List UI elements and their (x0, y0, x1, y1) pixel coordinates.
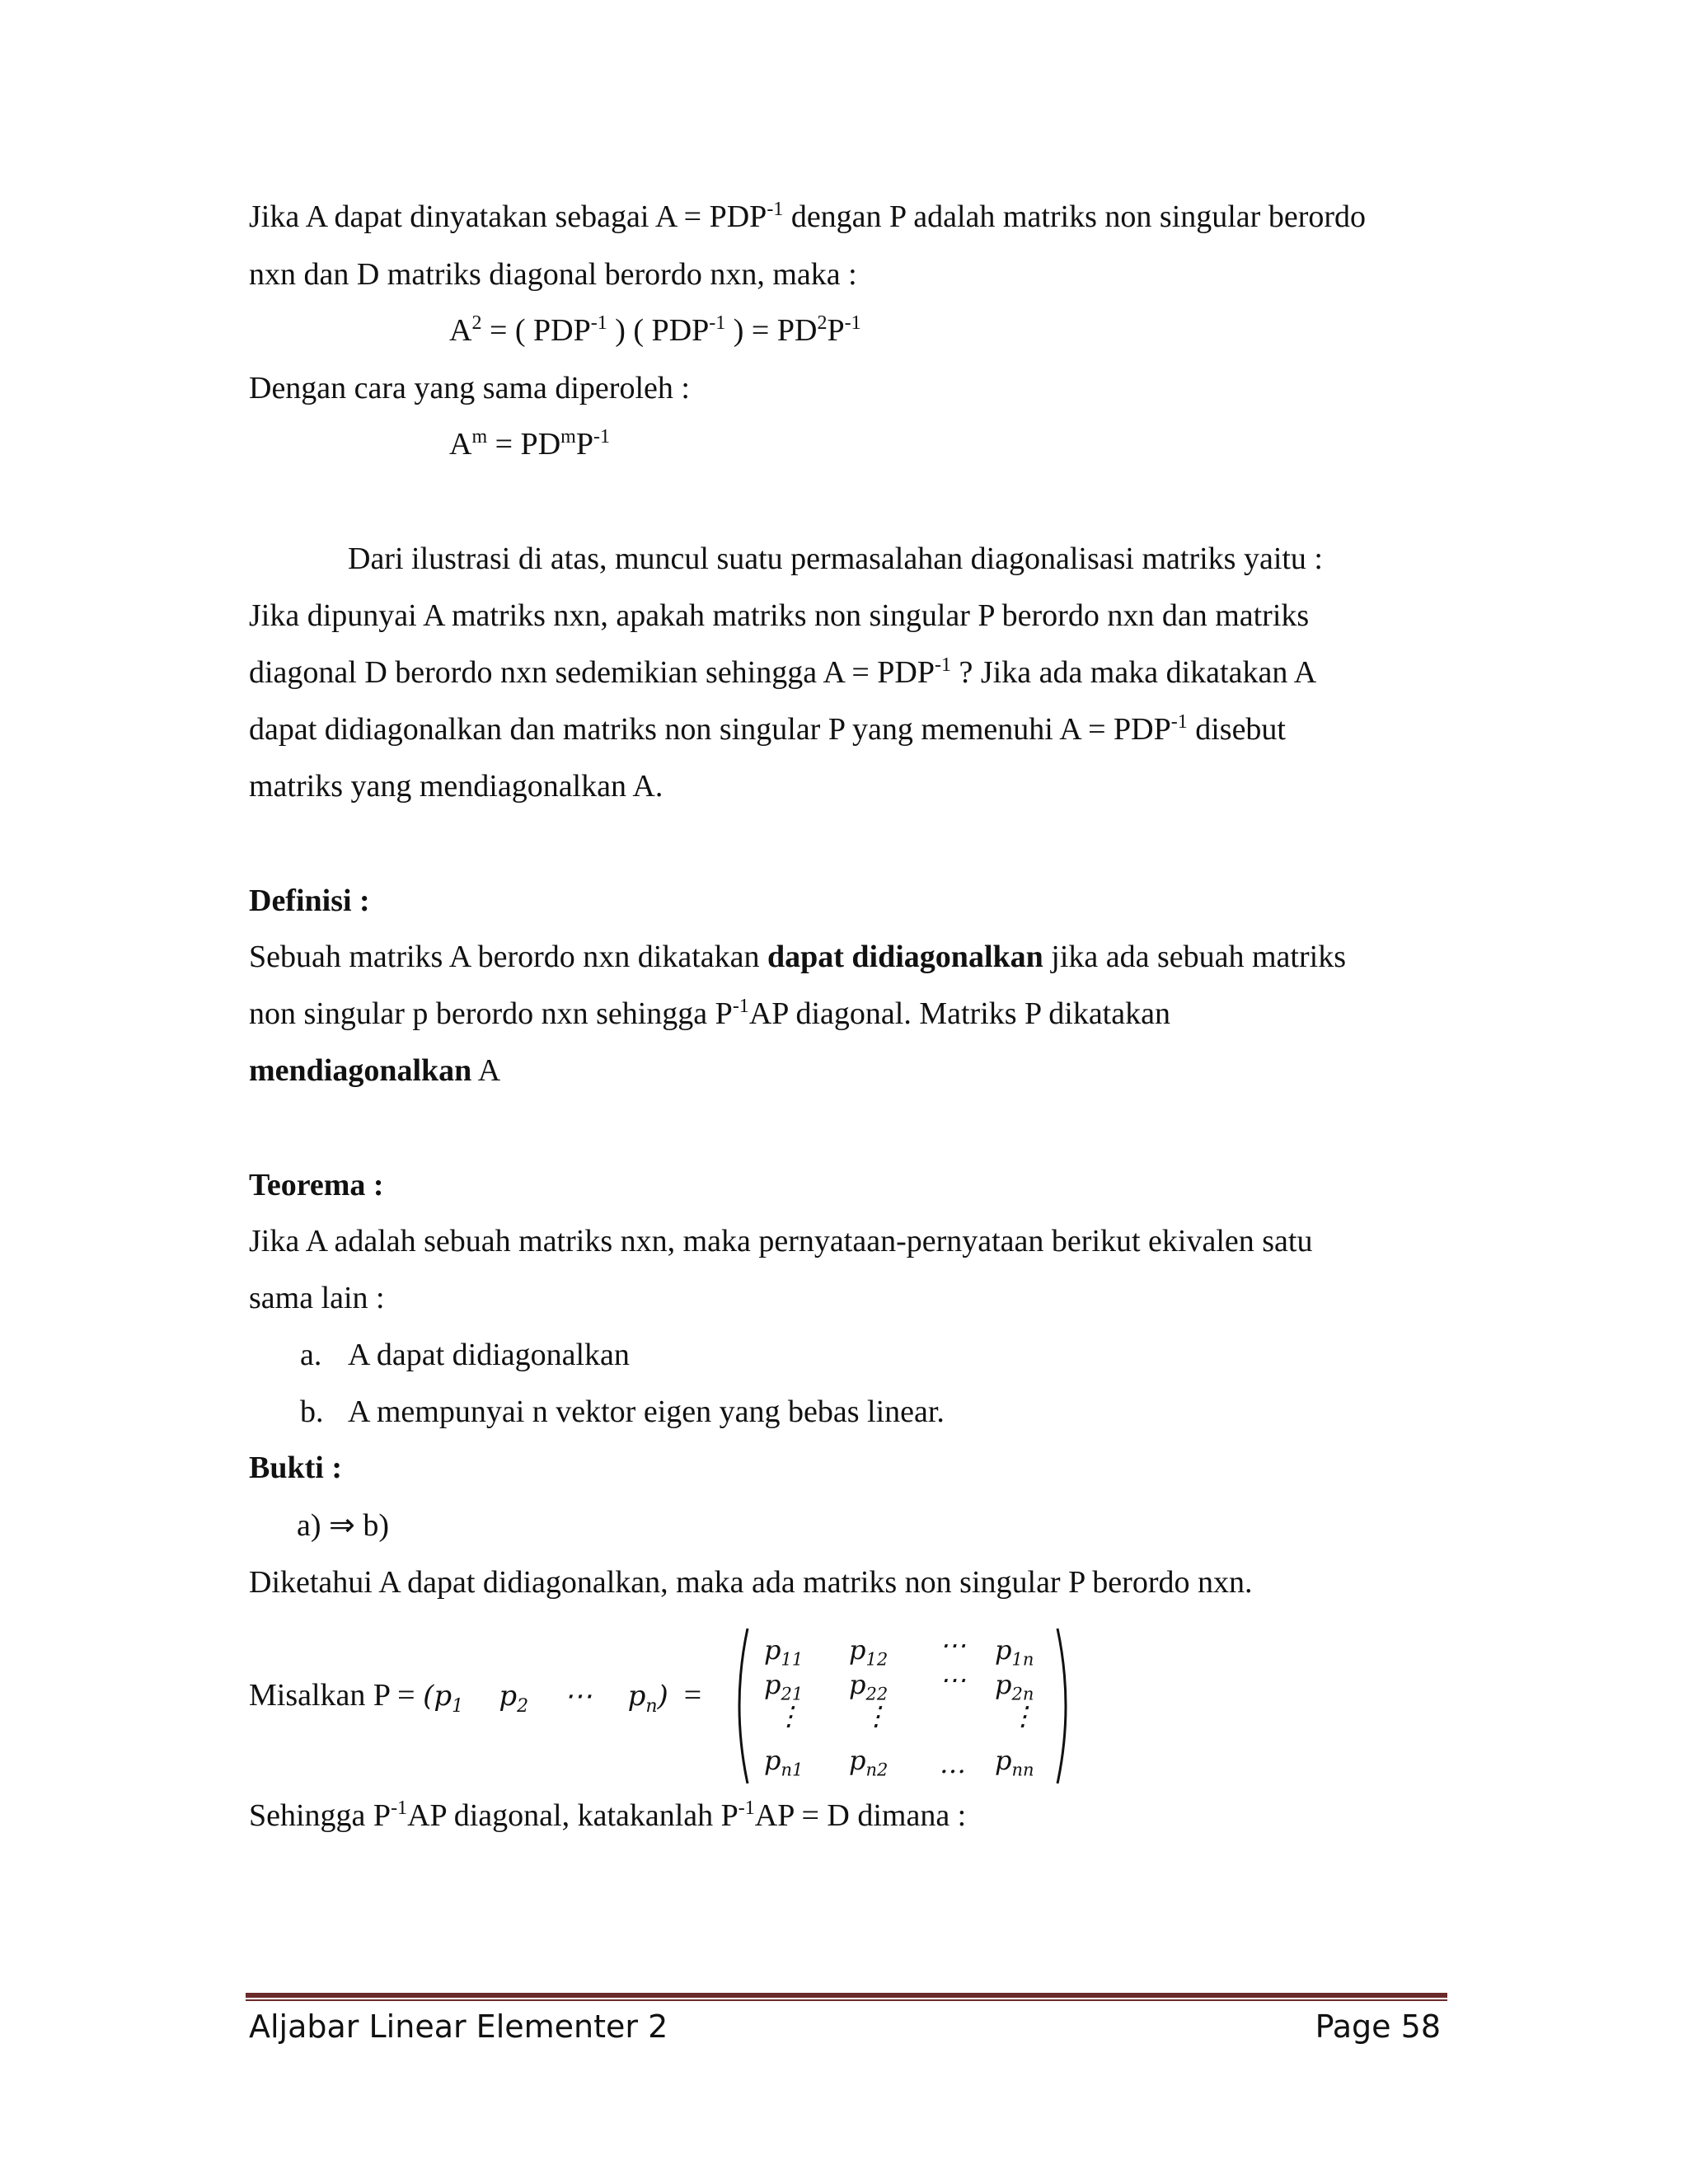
theorem-line-2: sama lain : (249, 1281, 385, 1315)
matrix-cell-dots-2: ⋯ (940, 1664, 966, 1695)
definition-line-2: non singular p berordo nxn sehingga $P^{-1}AP$ diagonal. Matriks P dikatakan (249, 996, 1170, 1031)
footer-rule (246, 1993, 1447, 2001)
body-line-3: Dengan cara yang sama diperoleh : (249, 371, 690, 405)
matrix-cell-p12: $p_{12}$ (849, 1634, 889, 1670)
matrix-cell-pn1: $p_{n1}$ (764, 1745, 804, 1780)
definition-line-1: Sebuah matriks A berordo nxn dikatakan dapat didiagonalkan jika ada sebuah matriks (249, 940, 1346, 974)
proof-line-1: Diketahui A dapat didiagonalkan, maka ada matriks non singular P berordo nxn. (249, 1565, 1253, 1600)
matrix-vdots-1: ⋮ (776, 1700, 802, 1732)
equation-a-power-m: $A^m = PD^mP^{-1}$ (449, 426, 610, 462)
matrix-cell-p21: $p_{21}$ (764, 1669, 804, 1704)
matrix-cell-dots-1: ⋯ (940, 1629, 966, 1661)
matrix-vdots-3: ⋮ (1010, 1700, 1036, 1732)
matrix-cell-pn2: $p_{n2}$ (849, 1745, 889, 1780)
paragraph-line-1: Dari ilustrasi di atas, muncul suatu permasalahan diagonalisasi matriks yaitu : (348, 541, 1323, 576)
theorem-line-1: Jika A adalah sebuah matriks nxn, maka pernyataan-pernyataan berikut ekivalen satu (249, 1224, 1313, 1258)
definition-heading: Definisi : (249, 883, 370, 918)
matrix-cell-dots-3: … (940, 1748, 966, 1779)
footer-page-number: Page 58 (1315, 2008, 1441, 2045)
paragraph-line-2: Jika dipunyai A matriks nxn, apakah matriks non singular P berordo nxn dan matriks (249, 598, 1310, 633)
last-line: Sehingga $P^{-1}AP$ diagonal, katakanlah $P^{-1}AP = D$ dimana : (249, 1797, 967, 1833)
matrix-vdots-2: ⋮ (863, 1700, 889, 1732)
definition-line-3: mendiagonalkan A (249, 1053, 501, 1088)
matrix-cell-p22: $p_{22}$ (849, 1669, 889, 1704)
matrix-cell-pnn: $p_{nn}$ (995, 1745, 1034, 1780)
theorem-heading: Teorema : (249, 1168, 384, 1202)
theorem-item-b: b. A mempunyai n vektor eigen yang bebas linear. (300, 1394, 945, 1429)
footer-book-title: Aljabar Linear Elementer 2 (249, 2008, 668, 2045)
equation-a-squared: $A^2$ = ( $PDP^{-1}$ ) ( $PDP^{-1}$ ) = $PD^2P^{-1}$ (449, 312, 861, 348)
paragraph-line-4: dapat didiagonalkan dan matriks non singular P yang memenuhi $A = PDP^{-1}$ disebut (249, 711, 1286, 747)
theorem-item-a: a. A dapat didiagonalkan (300, 1338, 630, 1372)
misalkan-line: Misalkan $P = (p_1$ $p_2$ ⋯ $p_n$) = (249, 1678, 702, 1717)
matrix-cell-p1n: $p_{1n}$ (995, 1634, 1034, 1670)
matrix-cell-p11: $p_{11}$ (764, 1634, 804, 1670)
paragraph-line-5: matriks yang mendiagonalkan A. (249, 769, 663, 804)
proof-step: a) ⇒ b) (297, 1508, 390, 1543)
paragraph-line-3: diagonal D berordo nxn sedemikian sehingga $A = PDP^{-1}$ ? Jika ada maka dikatakan A (249, 654, 1317, 690)
body-line-2: nxn dan D matriks diagonal berordo nxn, maka : (249, 257, 857, 292)
proof-heading: Bukti : (249, 1451, 342, 1485)
body-line-1: Jika A dapat dinyatakan sebagai $A = PDP^{-1}$ dengan P adalah matriks non singular berordo (249, 199, 1367, 234)
matrix-cell-p2n: $p_{2n}$ (995, 1669, 1034, 1704)
matrix-p (729, 1625, 1076, 1787)
